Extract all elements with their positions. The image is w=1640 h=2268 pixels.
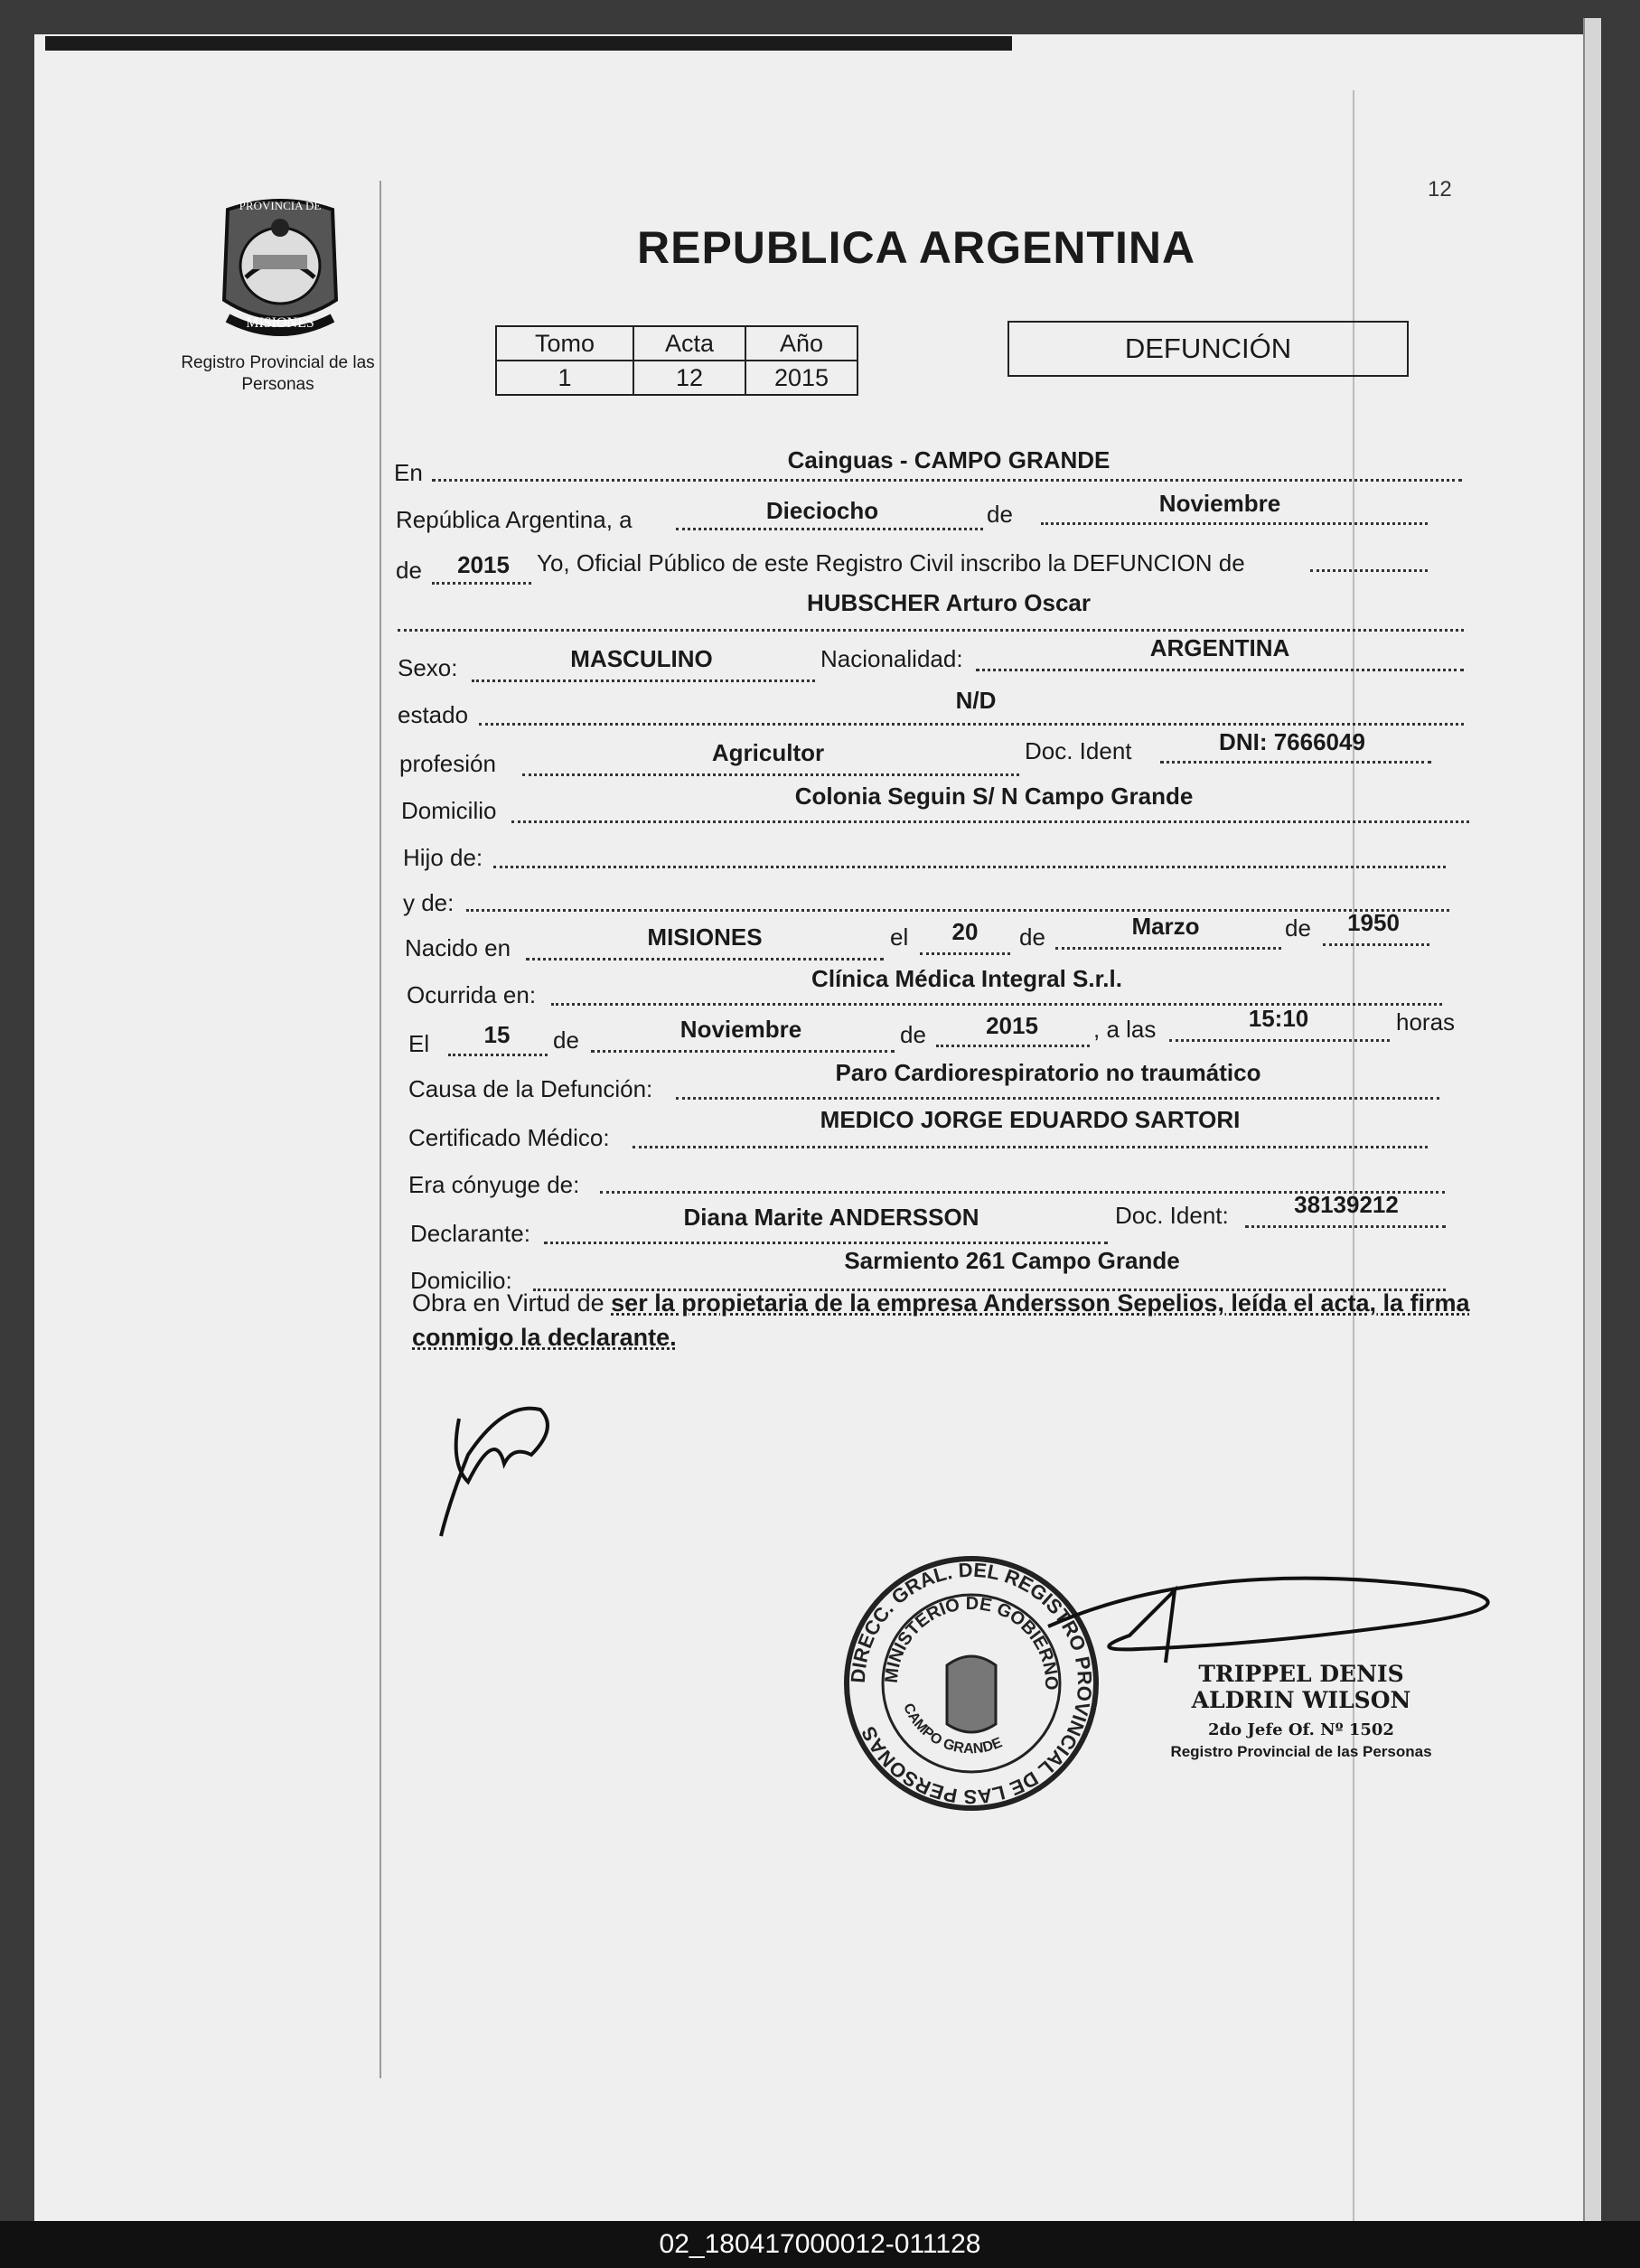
el2-label: El (408, 1030, 430, 1057)
sexo-label: Sexo: (398, 654, 458, 681)
fill-line (472, 679, 815, 682)
doc-label: Doc. Ident (1025, 737, 1132, 764)
domicilio2-label: Domicilio: (410, 1267, 512, 1294)
declarant-signature (432, 1392, 567, 1545)
republica-label: República Argentina, a (396, 506, 633, 533)
fill-line (398, 629, 1464, 632)
fill-line (511, 820, 1469, 823)
de-label: de (553, 1026, 579, 1054)
fill-line (976, 669, 1464, 671)
stamp-inner-text: MINISTERIO DE GOBIERNO (881, 1593, 1062, 1691)
sexo-value: MASCULINO (570, 645, 713, 672)
fill-line (448, 1054, 548, 1056)
conyuge-label: Era cónyuge de: (408, 1171, 580, 1198)
table-row (496, 326, 857, 361)
en-label: En (394, 459, 423, 486)
official-name: TRIPPEL DENIS ALDRIN WILSON (1191, 1661, 1411, 1713)
el-label: el (890, 923, 909, 951)
horas-label: horas (1396, 1008, 1456, 1036)
de-label: de (396, 557, 422, 584)
obra-value: ser la propietaria de la empresa Andersson Sepelios, leída el acta, la firma conmigo la declarante. (412, 1289, 1470, 1351)
nacido-mes-value: Marzo (1131, 913, 1200, 940)
causa-label: Causa de la Defunción: (408, 1075, 653, 1102)
statement-text: Yo, Oficial Público de este Registro Civil inscribo la DEFUNCION de (537, 549, 1245, 576)
table-cell-tomo: 1 (496, 361, 633, 395)
table-cell-acta: 12 (633, 361, 745, 395)
de-label: de (1019, 923, 1045, 951)
nacido-lugar-value: MISIONES (647, 923, 763, 951)
margin-line (380, 181, 381, 2078)
de-label: de (987, 501, 1013, 528)
fill-line (479, 723, 1464, 726)
table-row (496, 361, 857, 395)
fill-line (633, 1146, 1428, 1148)
de-label: de (1285, 914, 1311, 942)
scan-edge (45, 36, 1012, 51)
causa-value: Paro Cardiorespiratorio no traumático (835, 1059, 1261, 1086)
doc2-label: Doc. Ident: (1115, 1202, 1229, 1229)
obra-label: Obra en Virtud de (412, 1289, 604, 1317)
hijo-label: Hijo de: (403, 844, 483, 871)
day-words-value: Dieciocho (765, 497, 879, 524)
fill-line (432, 582, 531, 585)
deceased-name-value: HUBSCHER Arturo Oscar (807, 589, 1091, 616)
fill-line (493, 866, 1446, 868)
certificado-value: MEDICO JORGE EDUARDO SARTORI (820, 1106, 1241, 1133)
fill-line (1169, 1039, 1390, 1042)
table-header-acta: Acta (633, 326, 745, 361)
record-table (495, 325, 858, 396)
estado-value: N/D (955, 687, 997, 714)
fill-line (1055, 947, 1281, 950)
fill-line (544, 1242, 1108, 1244)
ocurrida-label: Ocurrida en: (407, 981, 537, 1008)
fallec-mes-value: Noviembre (679, 1016, 802, 1043)
nacido-dia-value: 20 (951, 918, 979, 945)
fill-line (466, 909, 1449, 912)
official-org: Registro Provincial de las Personas (1170, 1743, 1432, 1760)
domicilio2-value: Sarmiento 261 Campo Grande (844, 1247, 1180, 1274)
logo-text-top: PROVINCIA DE (239, 199, 322, 212)
nacido-label: Nacido en (405, 934, 511, 961)
domicilio-value: Colonia Seguin S/ N Campo Grande (794, 783, 1194, 810)
profesion-value: Agricultor (711, 739, 825, 766)
doc-value: DNI: 7666049 (1219, 728, 1365, 755)
fill-line (1245, 1225, 1446, 1228)
page-title: REPUBLICA ARGENTINA (637, 222, 1196, 273)
fold-line (1353, 90, 1354, 2223)
hora-value: 15:10 (1248, 1005, 1309, 1032)
table-header-tomo: Tomo (496, 326, 633, 361)
fill-line (1041, 522, 1428, 525)
fill-line (526, 958, 884, 961)
logo-text-bottom: MISIONES (246, 315, 314, 331)
footer-caption: 02_180417000012-011128 (0, 2221, 1640, 2268)
certificado-label: Certificado Médico: (408, 1124, 610, 1151)
yde-label: y de: (403, 889, 455, 916)
table-cell-anio: 2015 (745, 361, 857, 395)
coat-of-arms-icon (210, 192, 351, 341)
alas-label: , a las (1093, 1016, 1157, 1043)
fallec-anio-value: 2015 (986, 1012, 1038, 1039)
declarante-label: Declarante: (410, 1220, 530, 1247)
fill-line (1323, 943, 1429, 946)
coat-of-arms-icon (947, 1656, 996, 1732)
domicilio-label: Domicilio (401, 797, 497, 824)
fill-line (936, 1045, 1090, 1047)
table-header-anio: Año (745, 326, 857, 361)
nacionalidad-value: ARGENTINA (1149, 634, 1290, 661)
official-role: 2do Jefe Of. Nº 1502 (1208, 1720, 1394, 1739)
fill-line (920, 952, 1010, 955)
page-edge (1583, 18, 1601, 2223)
ocurrida-value: Clínica Médica Integral S.r.l. (811, 965, 1122, 992)
nacido-anio-value: 1950 (1347, 909, 1400, 936)
de-label: de (900, 1021, 926, 1048)
declarante-value: Diana Marite ANDERSSON (683, 1204, 979, 1231)
month-value: Noviembre (1158, 490, 1281, 517)
place-value: Cainguas - CAMPO GRANDE (787, 446, 1111, 473)
obra-paragraph (412, 1286, 1478, 1354)
stamp-outer-text: DIRECC. GRAL. DEL REGISTRO PROVINCIAL DE LAS PERSONAS (846, 1558, 1097, 1809)
official-signature (1030, 1563, 1536, 1672)
fill-line (591, 1050, 895, 1053)
official-block (1148, 1661, 1455, 1761)
year-value: 2015 (457, 551, 510, 578)
fill-line (676, 528, 983, 530)
fill-line (1160, 761, 1431, 764)
fill-line (522, 773, 1019, 776)
fill-line (1310, 569, 1428, 572)
nacionalidad-label: Nacionalidad: (820, 645, 963, 672)
profesion-label: profesión (399, 750, 496, 777)
fill-line (432, 479, 1462, 482)
estado-label: estado (398, 701, 469, 728)
stamp-bottom-text: CAMPO GRANDE (900, 1701, 1005, 1757)
doc2-value: 38139212 (1294, 1191, 1399, 1218)
record-type-box: DEFUNCIÓN (1007, 321, 1409, 377)
fallec-dia-value: 15 (483, 1021, 511, 1048)
fill-line (676, 1097, 1439, 1100)
page-number: 12 (1428, 177, 1452, 201)
registry-label: Registro Provincial de las Personas (181, 353, 375, 394)
